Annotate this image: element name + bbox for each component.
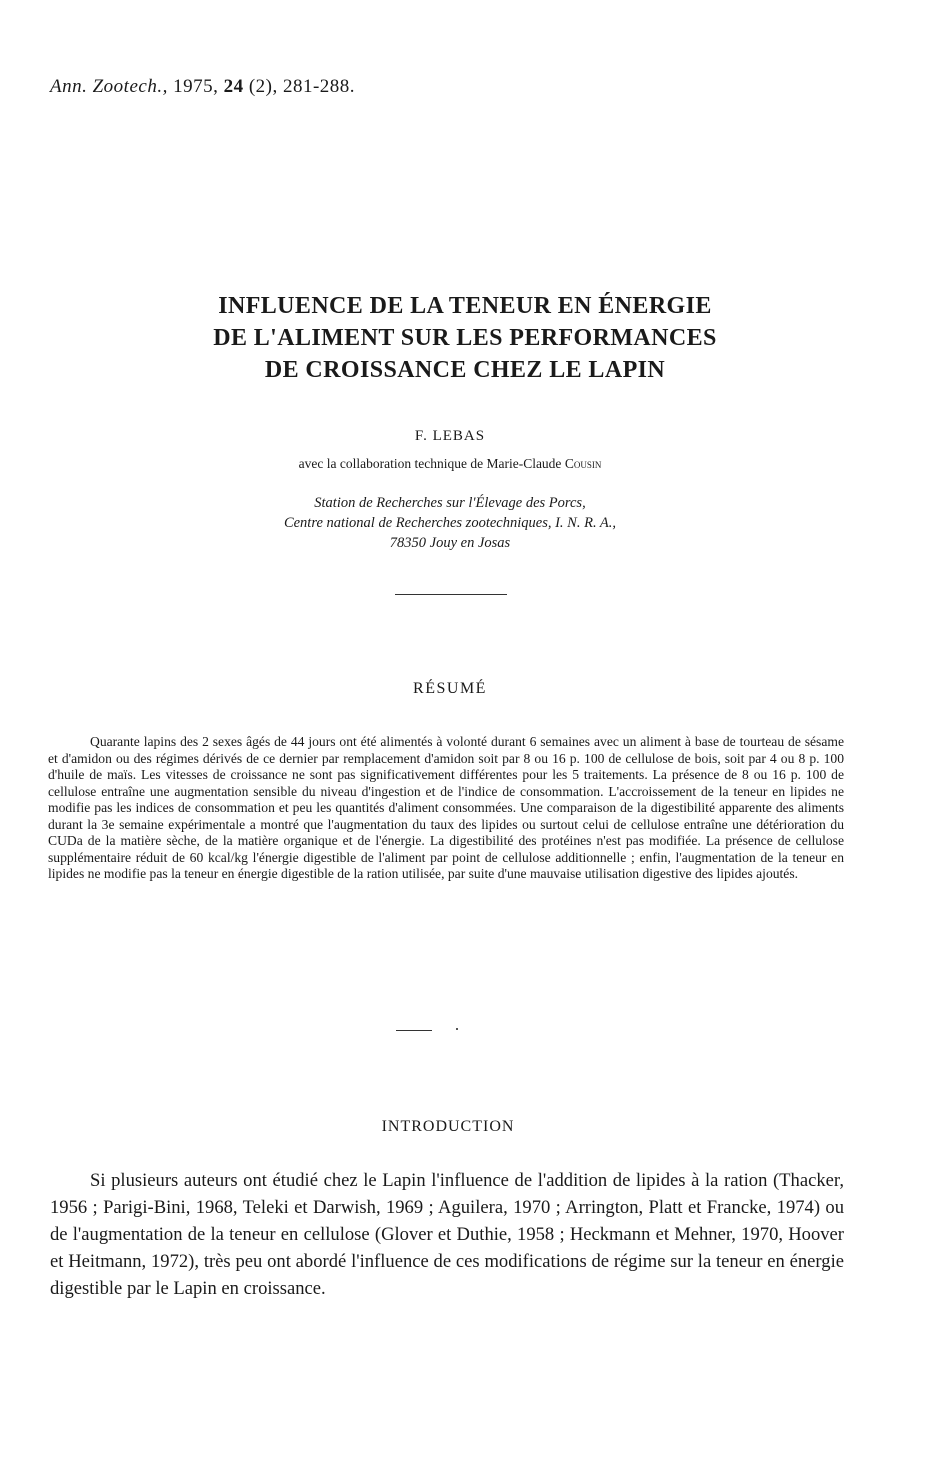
title-line: DE L'ALIMENT SUR LES PERFORMANCES [213, 325, 717, 351]
introduction-body [50, 1167, 844, 1302]
collaborator-surname: Cousin [564, 456, 602, 471]
separator-rule [395, 594, 507, 595]
resume-heading: RÉSUMÉ [413, 680, 487, 697]
affiliation-line: Station de Recherches sur l'Élevage des Porcs, [314, 495, 586, 511]
introduction-heading: INTRODUCTION [381, 1118, 515, 1135]
resume-body [48, 734, 844, 883]
paper-title [60, 290, 870, 386]
affiliation [0, 493, 900, 553]
affiliation-line: 78350 Jouy en Josas [389, 535, 511, 551]
affiliation-line: Centre national de Recherches zootechniques, I. N. R. A., [283, 515, 617, 531]
author-name: F. LEBAS [414, 428, 486, 444]
collaboration-line [0, 456, 900, 472]
journal-name: Ann. Zootech., [50, 76, 168, 97]
separator-dot [456, 1028, 458, 1030]
title-line: DE CROISSANCE CHEZ LE LAPIN [264, 357, 666, 383]
citation-issue-pages: (2), 281-288. [248, 76, 356, 97]
citation-year: 1975, [173, 76, 219, 97]
citation-volume: 24 [223, 76, 244, 97]
introduction-paragraph: Si plusieurs auteurs ont étudié chez le Lapin l'influence de l'addition de lipides à la ration (Thacker, 1956 ; Parigi-Bini, 1968, Teleki et Darwish, 1969 ; Aguilera, 1970 ; Arrington, Platt et Francke, 1974) ou de l'augmentation de la teneur en cellulose (Glover et Duthie, 1958 ; Heckmann et Mehner, 1970, Hoover et Heitmann, 1972), très peu ont abordé l'influence de ces modifications de régime sur la teneur en énergie digestible par le Lapin en croissance. [50, 1170, 844, 1299]
collaboration-prefix: avec la collaboration technique de Marie-Claude [298, 456, 562, 471]
journal-citation [50, 76, 355, 98]
resume-paragraph: Quarante lapins des 2 sexes âgés de 44 jours ont été alimentés à volonté durant 6 semaines avec un aliment à base de tourteau de sésame et d'amidon ou des régimes dérivés de ce dernier par remplacement d'amidon soit par 8 ou 16 p. 100 de cellulose de bois, soit par 4 ou 8 p. 100 d'huile de maïs. Les vitesses de croissance ne sont pas significativement différentes pour les 5 traitements. La présence de 8 ou 16 p. 100 de cellulose entraîne une augmentation sensible du niveau d'ingestion et de l'indice de consommation. L'accroissement de la teneur en lipides ne modifie pas les indices de consommation et peu les quantités d'aliment consommées. Une comparaison de la digestibilité apparente des aliments durant la 3e semaine expérimentale a montré que l'augmentation du taux des lipides ou surtout celui de cellulose entraîne une détérioration du CUDa de la matière sèche, de la matière organique et de l'énergie. La digestibilité des protéines n'est pas modifiée. La présence de cellulose supplémentaire réduit de 60 kcal/kg l'énergie digestible de l'aliment par point de cellulose additionnelle ; enfin, l'augmentation de la teneur en lipides ne modifie pas la teneur en énergie digestible de la ration utilisée, par suite d'une mauvaise utilisation digestive des lipides ajoutés. [48, 734, 844, 881]
separator-rule [396, 1030, 432, 1031]
title-line: INFLUENCE DE LA TENEUR EN ÉNERGIE [218, 293, 712, 319]
